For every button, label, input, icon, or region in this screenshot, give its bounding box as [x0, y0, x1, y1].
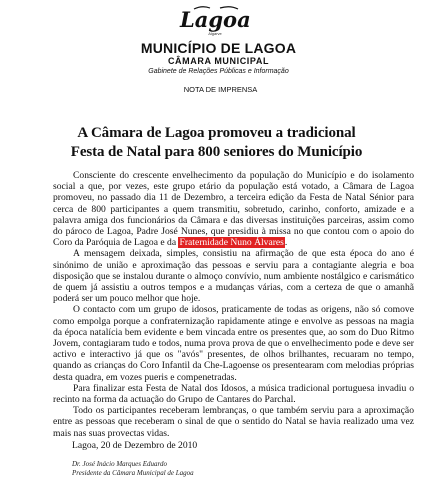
signer-name: Dr. José Inácio Marques Eduardo: [72, 460, 167, 468]
article-body: [53, 170, 414, 439]
headline-line-2: Festa de Natal para 800 seniores do Município: [70, 144, 363, 160]
highlighted-text: Fraternidade Nuno Álvares: [179, 237, 284, 249]
release-date: Lagoa, 20 de Dezembro de 2010: [72, 440, 198, 451]
logo-wordmark: Lagoa: [180, 7, 251, 32]
paragraph-5: Todo os participantes receberam lembranças, o que também serviu para a aproximação entre as pessoas que receberam o sinal de que o sentido do Natal se havia realizado uma vez mais nas suas provectas vidas.: [53, 405, 414, 439]
paragraph-4: Para finalizar esta Festa de Natal dos Idosos, a música tradicional portuguesa invadiu o recinto na forma da actuação do Grupo de Cantares do Parchal.: [53, 382, 414, 406]
chamber-name: CÂMARA MUNICIPAL: [167, 56, 270, 66]
signer-title: Presidente da Câmara Municipal de Lagoa: [72, 468, 194, 477]
letterhead: [0, 40, 433, 76]
logo-subtitle: Algarve: [208, 31, 222, 36]
paragraph-3: O contacto com um grupo de idosos, praticamente de todas as origens, não só comove como empolga porque a confraternização rapidamente atinge e envolve as pessoas na magia da época natalícia bem evidente e bem vincada entre os presentes que, ao som do Duo Ritmo Jovem, contagiaram tudo e todos, numa prova prova de que o envelhecimento pode e deve ser activo e interactivo já que os "avós" presentes, de olhos brilhantes, recuaram no tempo, quando as crianças do Coro Infantil da Che-Lagoense os presentearam com melodias próprias desta quadra, em vozes pueris e compenetradas.: [53, 304, 414, 383]
office-name: Gabinete de Relações Públicas e Informação: [148, 68, 289, 75]
paragraph-1-end: .: [284, 237, 288, 249]
paragraph-1: [53, 170, 414, 248]
lagoa-logo: [180, 4, 250, 38]
document-type: NOTA DE IMPRENSA: [183, 85, 258, 94]
headline: [0, 124, 433, 162]
municipality-name: MUNICÍPIO DE LAGOA: [140, 40, 297, 56]
signature-block: [72, 460, 194, 477]
headline-line-1: A Câmara de Lagoa promoveu a tradicional: [77, 125, 356, 141]
paragraph-2: A mensagem deixada, simples, consistiu na afirmação de que esta época do ano é sinónimo de união e aproximação das pessoas e serviu para a contagiante alegria e boa disposição que se instalou durante o almoço convívio, num ambiente nostálgico e carismático de quem já assistiu a outros tempos e a mudanças várias, com a certeza de que o amanhã poderá ser um pouco melhor que hoje.: [53, 248, 414, 305]
paragraph-1-text: Consciente do crescente envelhecimento da população do Município e do isolamento social a que, por vezes, este grupo etário da população está votado, a Câmara de Lagoa promoveu, no passado dia 11 de Dezembro, a terceira edição da Festa de Natal Sénior para cerca de 800 participantes a quem transmitiu, sobretudo, carinho, conforto, amizade e a palavra amiga dos funcionários da Câmara e das diversas instituições parceiras, assim como do pároco de Lagoa, Padre José Nunes, que presidiu à missa no que contou com o apoio do Coro da Paróquia de Lagoa e da: [53, 170, 414, 249]
